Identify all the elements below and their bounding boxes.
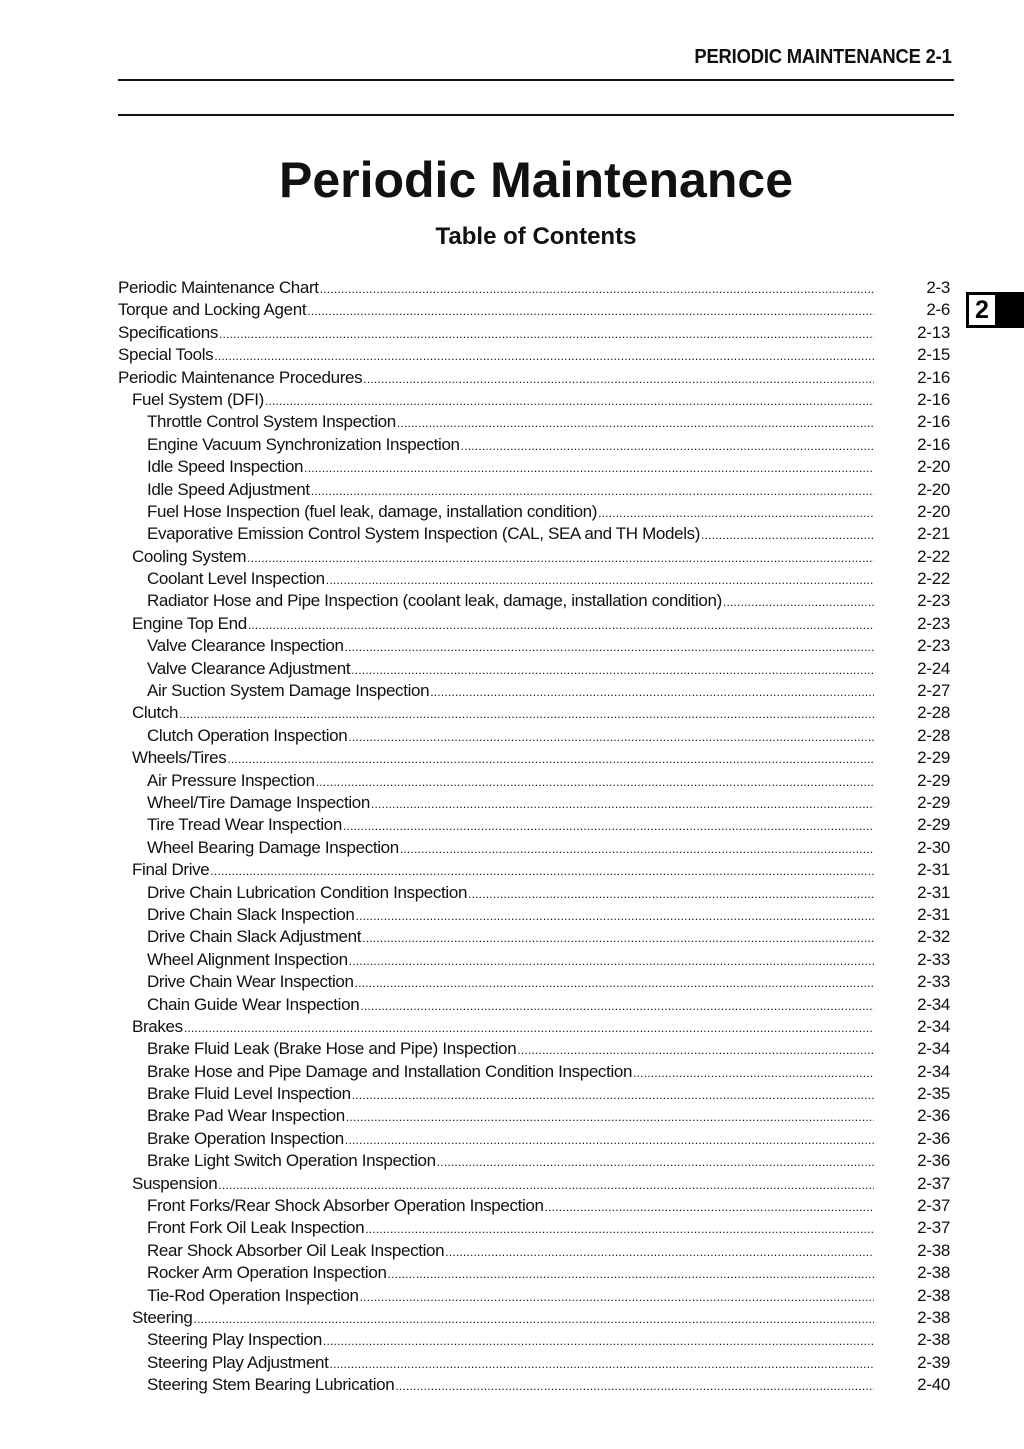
toc-row	[118, 1329, 950, 1351]
toc-entry-link[interactable]	[147, 1262, 874, 1284]
dot-leader	[395, 1374, 874, 1396]
toc-page-number[interactable]: 2-38	[917, 1285, 950, 1305]
toc-entry-label: Chain Guide Wear Inspection	[147, 994, 360, 1016]
toc-entry-link[interactable]	[118, 299, 874, 321]
toc-entry-link[interactable]	[147, 434, 874, 456]
dot-leader	[365, 1217, 874, 1239]
toc-page-number[interactable]: 2-24	[917, 658, 950, 678]
toc-page-number[interactable]: 2-21	[917, 524, 950, 544]
dot-leader	[356, 904, 874, 926]
dot-leader	[362, 926, 874, 948]
toc-page-number[interactable]: 2-3	[926, 278, 950, 297]
toc-entry-link[interactable]	[147, 456, 874, 478]
toc-entry-label: Steering	[132, 1307, 194, 1329]
toc-entry-label: Valve Clearance Adjustment	[147, 658, 351, 680]
toc-entry-link[interactable]	[132, 702, 874, 724]
toc-page-number[interactable]: 2-20	[917, 501, 950, 521]
toc-page-number[interactable]: 2-29	[917, 815, 950, 835]
toc-page-number[interactable]: 2-28	[917, 703, 950, 723]
toc-page-number[interactable]: 2-30	[917, 837, 950, 857]
toc-entry-link[interactable]	[147, 680, 874, 702]
dot-leader	[363, 367, 874, 389]
toc-entry-label: Brakes	[132, 1016, 184, 1038]
toc-entry-link[interactable]	[147, 501, 874, 523]
toc-entry-label: Steering Play Adjustment	[147, 1352, 330, 1374]
dot-leader	[184, 1016, 874, 1038]
dot-leader	[355, 971, 874, 993]
toc-entry-label: Idle Speed Adjustment	[147, 479, 311, 501]
toc-entry-link[interactable]	[147, 1374, 874, 1396]
header-rule-bottom	[118, 114, 954, 116]
dot-leader	[517, 1038, 874, 1060]
toc-page-number[interactable]: 2-38	[917, 1330, 950, 1350]
page-title: Periodic Maintenance	[278, 152, 794, 208]
dot-leader	[346, 1105, 874, 1127]
toc-entry-label: Suspension	[132, 1173, 218, 1195]
dot-leader	[218, 1173, 874, 1195]
toc-entry-label: Idle Speed Inspection	[147, 456, 304, 478]
toc-entry-label: Wheel Alignment Inspection	[147, 949, 349, 971]
toc-row	[118, 299, 950, 321]
toc-row	[118, 1173, 950, 1195]
toc-page-number[interactable]: 2-38	[917, 1307, 950, 1327]
dot-leader	[307, 299, 874, 321]
toc-entry-link[interactable]	[118, 322, 874, 344]
dot-leader	[397, 411, 874, 433]
toc-row	[118, 367, 950, 389]
toc-page-number[interactable]: 2-34	[917, 1039, 950, 1059]
toc-row	[118, 814, 950, 836]
dot-leader	[320, 277, 874, 299]
toc-page-number[interactable]: 2-22	[917, 546, 950, 566]
toc-row	[118, 501, 950, 523]
toc-entry-label: Drive Chain Slack Adjustment	[147, 926, 362, 948]
dot-leader	[179, 702, 874, 724]
toc-entry-link[interactable]	[147, 837, 874, 859]
dot-leader	[330, 1352, 874, 1374]
toc-entry-link[interactable]	[147, 971, 874, 993]
toc-entry-link[interactable]	[147, 658, 874, 680]
toc-page-number[interactable]: 2-15	[917, 345, 950, 365]
toc-page-number[interactable]: 2-6	[926, 300, 950, 320]
dot-leader	[248, 613, 874, 635]
dot-leader	[194, 1307, 874, 1329]
toc-entry-label: Steering Play Inspection	[147, 1329, 323, 1351]
toc-page-number[interactable]: 2-37	[917, 1196, 950, 1216]
dot-leader	[598, 501, 874, 523]
toc-entry-label: Front Forks/Rear Shock Absorber Operation Inspection	[147, 1195, 545, 1217]
toc-entry-link[interactable]	[147, 725, 874, 747]
toc-row	[118, 1352, 950, 1374]
toc-entry-link[interactable]	[118, 277, 874, 299]
chapter-tab-number: 2	[969, 295, 995, 325]
toc-entry-label: Drive Chain Lubrication Condition Inspection	[147, 882, 468, 904]
toc-page-number[interactable]: 2-20	[917, 457, 950, 477]
toc-row	[118, 344, 950, 366]
dot-leader	[345, 1128, 874, 1150]
dot-leader	[360, 1285, 874, 1307]
toc-entry-label: Periodic Maintenance Chart	[118, 277, 320, 299]
toc-entry-link[interactable]	[147, 1105, 874, 1127]
toc-row	[118, 1285, 950, 1307]
toc-row	[118, 658, 950, 680]
dot-leader	[545, 1195, 874, 1217]
dot-leader	[633, 1061, 874, 1083]
toc-entry-link[interactable]	[132, 546, 874, 568]
toc-entry-label: Brake Light Switch Operation Inspection	[147, 1150, 437, 1172]
toc-entry-link[interactable]	[147, 1329, 874, 1351]
toc-entry-label: Throttle Control System Inspection	[147, 411, 397, 433]
toc-row	[118, 837, 950, 859]
dot-leader	[316, 770, 874, 792]
toc-row	[118, 1128, 950, 1150]
toc-row	[118, 770, 950, 792]
toc-entry-link[interactable]	[147, 1217, 874, 1239]
toc-row	[118, 949, 950, 971]
header-rule-top	[118, 79, 954, 81]
dot-leader	[343, 814, 874, 836]
toc-heading: Table of Contents	[435, 223, 637, 250]
dot-leader	[210, 859, 874, 881]
toc-row	[118, 725, 950, 747]
toc-entry-label: Specifications	[118, 322, 219, 344]
toc-entry-label: Clutch	[132, 702, 179, 724]
toc-row	[118, 635, 950, 657]
toc-page-number[interactable]: 2-32	[917, 927, 950, 947]
toc-entry-label: Brake Fluid Leak (Brake Hose and Pipe) Inspection	[147, 1038, 517, 1060]
toc-page-number[interactable]: 2-31	[917, 882, 950, 902]
toc-page-number[interactable]: 2-27	[917, 681, 950, 701]
dot-leader	[323, 1329, 874, 1351]
toc-page-number[interactable]: 2-37	[917, 1173, 950, 1193]
toc-page-number[interactable]: 2-13	[917, 322, 950, 342]
toc-entry-label: Drive Chain Wear Inspection	[147, 971, 355, 993]
toc-entry-label: Fuel System (DFI)	[132, 389, 265, 411]
toc-page-number[interactable]: 2-36	[917, 1106, 950, 1126]
dot-leader	[227, 747, 874, 769]
toc-entry-label: Brake Fluid Level Inspection	[147, 1083, 352, 1105]
toc-entry-label: Cooling System	[132, 546, 247, 568]
dot-leader	[265, 389, 874, 411]
toc-entry-label: Final Drive	[132, 859, 210, 881]
dot-leader	[437, 1150, 874, 1172]
toc-page-number[interactable]: 2-16	[917, 389, 950, 409]
toc-row	[118, 882, 950, 904]
toc-entry-link[interactable]	[147, 411, 874, 433]
dot-leader	[304, 456, 874, 478]
dot-leader	[345, 635, 874, 657]
toc-entry-link[interactable]	[147, 1128, 874, 1150]
toc-page-number[interactable]: 2-38	[917, 1263, 950, 1283]
running-header: PERIODIC MAINTENANCE 2-1	[694, 46, 952, 68]
toc-entry-label: Engine Top End	[132, 613, 248, 635]
dot-leader	[701, 523, 874, 545]
toc-row	[118, 434, 950, 456]
toc-entry-link[interactable]	[147, 926, 874, 948]
toc-row	[118, 456, 950, 478]
toc-page-number[interactable]: 2-31	[917, 860, 950, 880]
toc-entry-link[interactable]	[147, 1195, 874, 1217]
dot-leader	[326, 568, 874, 590]
toc-row	[118, 1150, 950, 1172]
toc-page-number[interactable]: 2-36	[917, 1128, 950, 1148]
toc-page-number[interactable]: 2-37	[917, 1218, 950, 1238]
dot-leader	[311, 479, 874, 501]
dot-leader	[351, 658, 874, 680]
toc-page-number[interactable]: 2-22	[917, 569, 950, 589]
toc-entry-link[interactable]	[132, 1016, 874, 1038]
toc-entry-label: Air Pressure Inspection	[147, 770, 316, 792]
toc-page-number[interactable]: 2-39	[917, 1352, 950, 1372]
toc-entry-label: Fuel Hose Inspection (fuel leak, damage, installation condition)	[147, 501, 598, 523]
toc-page-number[interactable]: 2-29	[917, 792, 950, 812]
toc-page-number[interactable]: 2-38	[917, 1240, 950, 1260]
toc-page-number[interactable]: 2-31	[917, 904, 950, 924]
toc-entry-label: Periodic Maintenance Procedures	[118, 367, 363, 389]
toc-row	[118, 1061, 950, 1083]
toc-entry-link[interactable]	[147, 590, 874, 612]
toc-entry-link[interactable]	[147, 479, 874, 501]
dot-leader	[461, 434, 874, 456]
dot-leader	[247, 546, 874, 568]
dot-leader	[723, 590, 874, 612]
toc-entry-label: Brake Hose and Pipe Damage and Installation Condition Inspection	[147, 1061, 633, 1083]
toc-page-number[interactable]: 2-34	[917, 994, 950, 1014]
toc-entry-label: Engine Vacuum Synchronization Inspection	[147, 434, 461, 456]
toc-page-number[interactable]: 2-40	[917, 1375, 950, 1395]
toc-entry-label: Rear Shock Absorber Oil Leak Inspection	[147, 1240, 445, 1262]
toc-entry-link[interactable]	[147, 568, 874, 590]
toc-row	[118, 971, 950, 993]
toc-row	[118, 523, 950, 545]
toc-entry-label: Evaporative Emission Control System Inspection (CAL, SEA and TH Models)	[147, 523, 701, 545]
toc-entry-label: Tire Tread Wear Inspection	[147, 814, 343, 836]
toc-entry-label: Steering Stem Bearing Lubrication	[147, 1374, 395, 1396]
dot-leader	[468, 882, 874, 904]
toc-page-number[interactable]: 2-29	[917, 770, 950, 790]
toc-row	[118, 1240, 950, 1262]
toc-row	[118, 1307, 950, 1329]
toc-row	[118, 1374, 950, 1396]
toc-page-number[interactable]: 2-33	[917, 972, 950, 992]
toc-row	[118, 1262, 950, 1284]
dot-leader	[445, 1240, 874, 1262]
toc-entry-link[interactable]	[147, 635, 874, 657]
toc-row	[118, 859, 950, 881]
toc-row	[118, 926, 950, 948]
dot-leader	[371, 792, 874, 814]
toc-page-number[interactable]: 2-20	[917, 479, 950, 499]
toc-row	[118, 479, 950, 501]
toc-row	[118, 1038, 950, 1060]
toc-entry-link[interactable]	[147, 1240, 874, 1262]
toc-page-number[interactable]: 2-36	[917, 1151, 950, 1171]
toc-entry-label: Special Tools	[118, 344, 214, 366]
toc-entry-label: Radiator Hose and Pipe Inspection (coolant leak, damage, installation condition)	[147, 590, 723, 612]
table-of-contents	[118, 277, 950, 1397]
toc-entry-link[interactable]	[147, 523, 874, 545]
toc-entry-link[interactable]	[132, 859, 874, 881]
toc-row	[118, 1105, 950, 1127]
toc-entry-label: Coolant Level Inspection	[147, 568, 326, 590]
dot-leader	[352, 1083, 874, 1105]
toc-entry-link[interactable]	[147, 949, 874, 971]
toc-entry-link[interactable]	[147, 1150, 874, 1172]
dot-leader	[430, 680, 874, 702]
toc-entry-link[interactable]	[118, 367, 874, 389]
toc-entry-link[interactable]	[147, 814, 874, 836]
toc-entry-label: Clutch Operation Inspection	[147, 725, 348, 747]
toc-entry-link[interactable]	[147, 1083, 874, 1105]
toc-page-number[interactable]: 2-23	[917, 591, 950, 611]
toc-entry-link[interactable]	[132, 747, 874, 769]
dot-leader	[219, 322, 874, 344]
toc-entry-label: Wheels/Tires	[132, 747, 227, 769]
toc-entry-label: Drive Chain Slack Inspection	[147, 904, 356, 926]
toc-row	[118, 1016, 950, 1038]
dot-leader	[214, 344, 874, 366]
toc-row	[118, 1217, 950, 1239]
toc-entry-link[interactable]	[132, 613, 874, 635]
dot-leader	[348, 725, 874, 747]
toc-row	[118, 702, 950, 724]
toc-entry-label: Torque and Locking Agent	[118, 299, 307, 321]
toc-entry-label: Air Suction System Damage Inspection	[147, 680, 430, 702]
toc-row	[118, 590, 950, 612]
toc-page-number[interactable]: 2-23	[917, 636, 950, 656]
toc-row	[118, 389, 950, 411]
dot-leader	[388, 1262, 874, 1284]
toc-entry-label: Rocker Arm Operation Inspection	[147, 1262, 388, 1284]
toc-row	[118, 1195, 950, 1217]
toc-row	[118, 322, 950, 344]
toc-entry-link[interactable]	[147, 904, 874, 926]
toc-entry-label: Tie-Rod Operation Inspection	[147, 1285, 360, 1307]
toc-page-number[interactable]: 2-34	[917, 1061, 950, 1081]
toc-row	[118, 411, 950, 433]
toc-page-number[interactable]: 2-16	[917, 434, 950, 454]
dot-leader	[349, 949, 874, 971]
toc-entry-label: Wheel/Tire Damage Inspection	[147, 792, 371, 814]
toc-entry-link[interactable]	[118, 344, 874, 366]
dot-leader	[400, 837, 874, 859]
toc-entry-link[interactable]	[147, 792, 874, 814]
toc-entry-link[interactable]	[132, 1173, 874, 1195]
toc-row	[118, 568, 950, 590]
toc-row	[118, 994, 950, 1016]
chapter-tab	[966, 292, 1024, 328]
toc-row	[118, 277, 950, 299]
toc-row	[118, 792, 950, 814]
toc-row	[118, 1083, 950, 1105]
toc-entry-link[interactable]	[132, 1307, 874, 1329]
toc-entry-link[interactable]	[147, 1061, 874, 1083]
toc-page-number[interactable]: 2-33	[917, 949, 950, 969]
toc-entry-label: Brake Operation Inspection	[147, 1128, 345, 1150]
toc-entry-link[interactable]	[132, 389, 874, 411]
dot-leader	[360, 994, 874, 1016]
toc-entry-label: Valve Clearance Inspection	[147, 635, 345, 657]
toc-page-number[interactable]: 2-35	[917, 1084, 950, 1104]
toc-row	[118, 613, 950, 635]
toc-page-number[interactable]: 2-28	[917, 725, 950, 745]
toc-entry-link[interactable]	[147, 1038, 874, 1060]
toc-row	[118, 747, 950, 769]
toc-entry-label: Front Fork Oil Leak Inspection	[147, 1217, 365, 1239]
toc-entry-link[interactable]	[147, 770, 874, 792]
toc-row	[118, 546, 950, 568]
toc-page-number[interactable]: 2-34	[917, 1016, 950, 1036]
toc-page-number[interactable]: 2-16	[917, 412, 950, 432]
toc-page-number[interactable]: 2-23	[917, 613, 950, 633]
toc-page-number[interactable]: 2-29	[917, 748, 950, 768]
toc-entry-link[interactable]	[147, 882, 874, 904]
toc-entry-link[interactable]	[147, 1285, 874, 1307]
toc-page-number[interactable]: 2-16	[917, 367, 950, 387]
toc-entry-link[interactable]	[147, 1352, 874, 1374]
toc-row	[118, 904, 950, 926]
toc-entry-label: Brake Pad Wear Inspection	[147, 1105, 346, 1127]
toc-row	[118, 680, 950, 702]
toc-entry-link[interactable]	[147, 994, 874, 1016]
toc-entry-label: Wheel Bearing Damage Inspection	[147, 837, 400, 859]
